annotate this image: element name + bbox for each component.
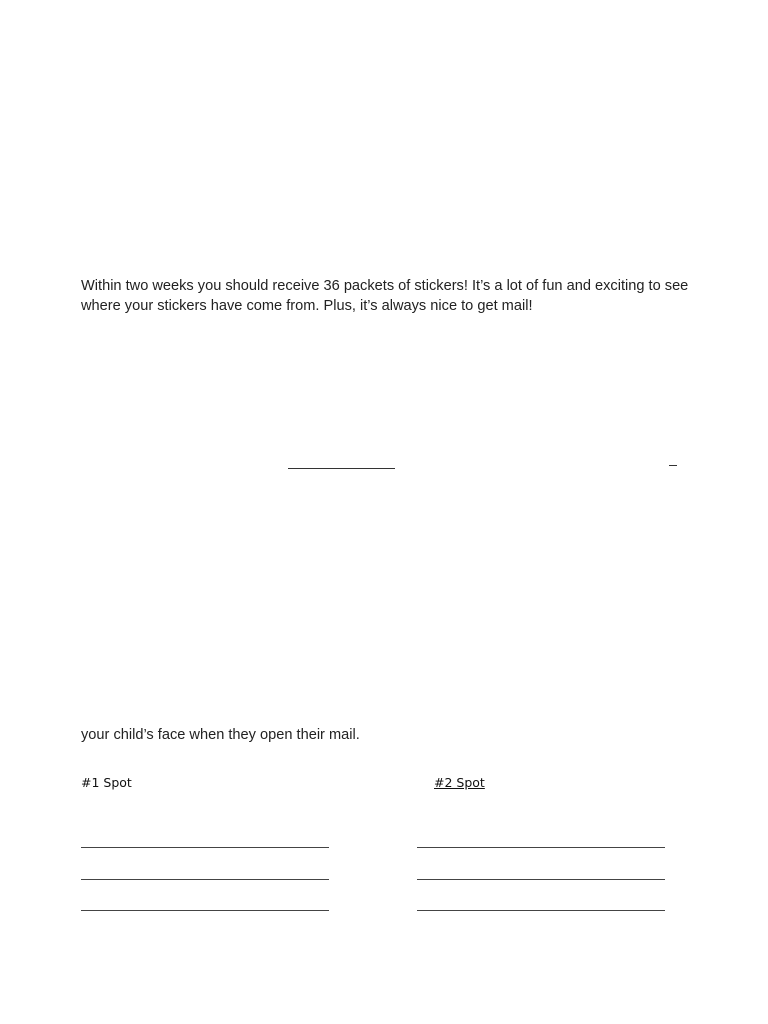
spot-2-label: #2 Spot	[434, 775, 485, 790]
spot-1-write-line-2	[81, 879, 329, 880]
spot-1-write-line-1	[81, 847, 329, 848]
closing-paragraph-fragment: your child’s face when they open their mail.	[81, 727, 360, 743]
intro-paragraph: Within two weeks you should receive 36 packets of stickers! It’s a lot of fun and exciting to see where your stickers have come from. Plus, it’s always nice to get mail!	[81, 278, 689, 314]
spot-2-write-line-3	[417, 910, 665, 911]
spot-1-label: #1 Spot	[81, 775, 132, 790]
spot-1-write-line-3	[81, 910, 329, 911]
spot-2-write-line-1	[417, 847, 665, 848]
spot-2-write-line-2	[417, 879, 665, 880]
dash-mark	[669, 465, 677, 466]
fill-in-blank-line	[288, 468, 395, 469]
